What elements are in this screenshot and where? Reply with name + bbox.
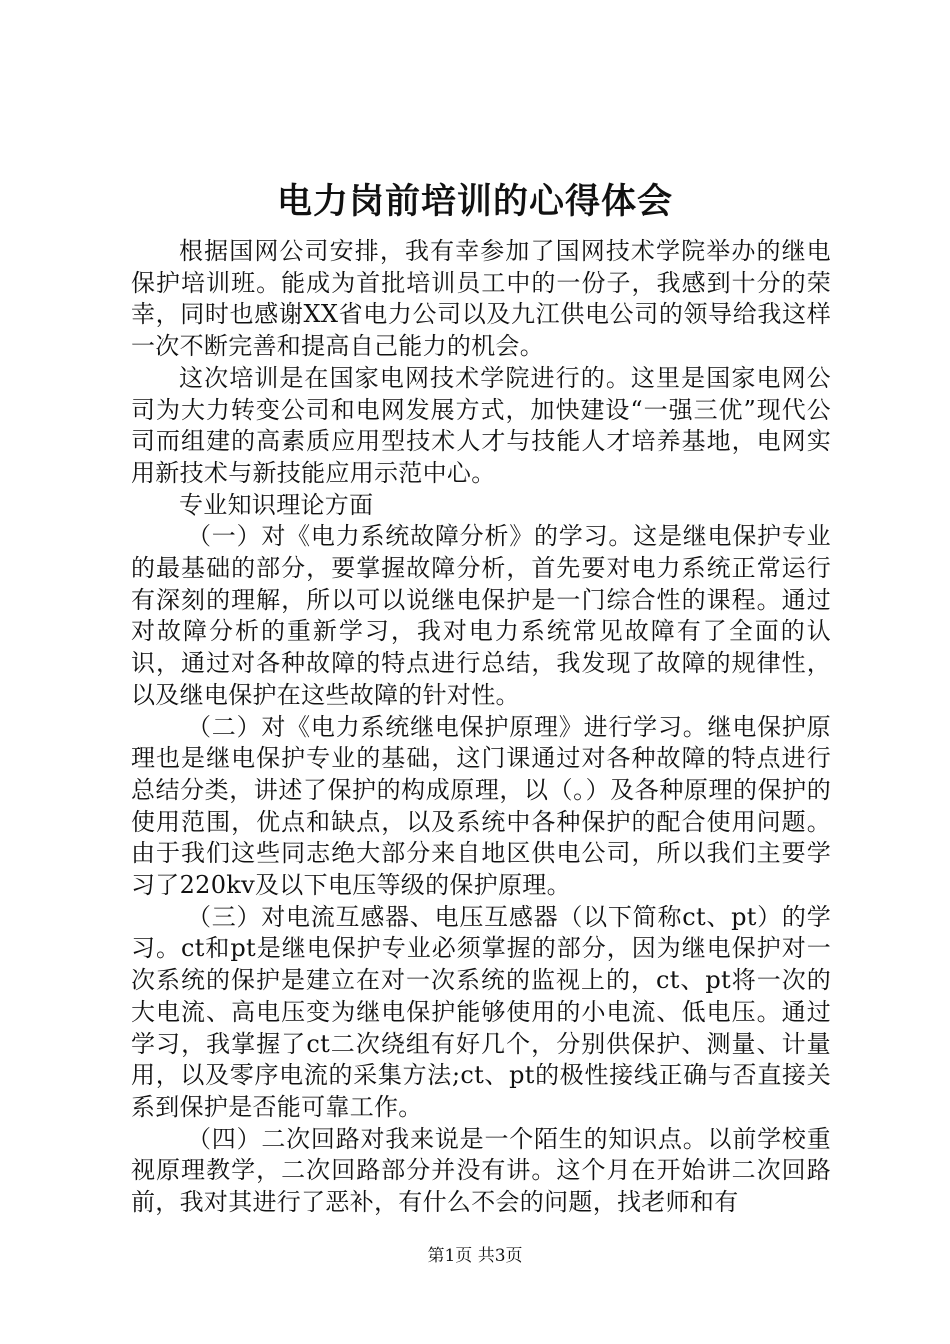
document-body	[131, 236, 831, 1219]
paragraph-intro: 根据国网公司安排，我有幸参加了国网技术学院举办的继电保护培训班。能成为首批培训员工中的一份子，我感到十分的荣幸，同时也感谢XX省电力公司以及九江供电公司的领导给我这样一次不断完善和提高自己能力的机会。	[131, 237, 831, 361]
section-heading-theory: 专业知识理论方面	[179, 490, 374, 519]
paragraph-training-location: 这次培训是在国家电网技术学院进行的。这里是国家电网公司为大力转变公司和电网发展方式，加快建设“一强三优”现代公司而组建的高素质应用型技术人才与技能人才培养基地，电网实用新技术与新技能应用示范中心。	[131, 363, 831, 487]
document-title: 电力岗前培训的心得体会	[276, 181, 673, 222]
paragraph-secondary-circuit: （四）二次回路对我来说是一个陌生的知识点。以前学校重视原理教学，二次回路部分并没有讲。这个月在开始讲二次回路前，我对其进行了恶补，有什么不会的问题，找老师和有	[131, 1124, 831, 1217]
page-footer: 第1页 共3页	[427, 1246, 523, 1266]
paragraph-transformers: （三）对电流互感器、电压互感器（以下简称ct、pt）的学习。ct和pt是继电保护专业必须掌握的部分，因为继电保护对一次系统的保护是建立在对一次系统的监视上的，ct、pt将一次的大电流、高电压变为继电保护能够使用的小电流、低电压。通过学习，我掌握了ct二次绕组有好几个，分别供保护、测量、计量用，以及零序电流的采集方法;ct、pt的极性接线正确与否直接关系到保护是否能可靠工作。	[131, 902, 831, 1121]
paragraph-fault-analysis: （一）对《电力系统故障分析》的学习。这是继电保护专业的最基础的部分，要掌握故障分析，首先要对电力系统正常运行有深刻的理解，所以可以说继电保护是一门综合性的课程。通过对故障分析的重新学习，我对电力系统常见故障有了全面的认识，通过对各种故障的特点进行总结，我发现了故障的规律性，以及继电保护在这些故障的针对性。	[131, 522, 831, 709]
paragraph-relay-protection-principle: （二）对《电力系统继电保护原理》进行学习。继电保护原理也是继电保护专业的基础，这门课通过对各种故障的特点进行总结分类，讲述了保护的构成原理，以（。）及各种原理的保护的使用范围，优点和缺点，以及系统中各种保护的配合使用问题。由于我们这些同志绝大部分来自地区供电公司，所以我们主要学习了220kv及以下电压等级的保护原理。	[131, 712, 831, 900]
